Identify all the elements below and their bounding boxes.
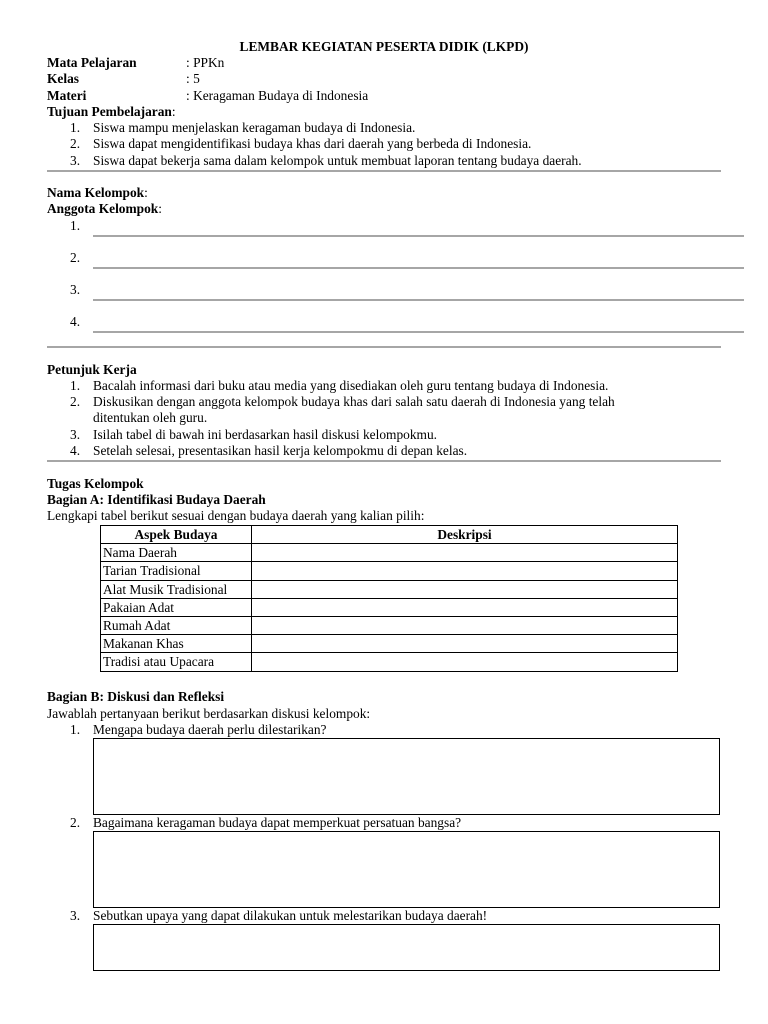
table-header-deskripsi: Deskripsi bbox=[252, 526, 678, 544]
tujuan-heading-text: Tujuan Pembelajaran bbox=[47, 104, 172, 119]
info-value-mata-pelajaran: : PPKn bbox=[186, 55, 225, 70]
table-cell-deskripsi[interactable] bbox=[252, 616, 678, 634]
tujuan-item-num: 2. bbox=[70, 136, 81, 151]
member-line[interactable] bbox=[93, 299, 744, 301]
table-cell-deskripsi[interactable] bbox=[252, 635, 678, 653]
table-cell-deskripsi[interactable] bbox=[252, 653, 678, 671]
member-line[interactable] bbox=[93, 331, 744, 333]
anggota-kelompok-label bbox=[47, 201, 162, 217]
table-cell-deskripsi[interactable] bbox=[252, 598, 678, 616]
table-cell-aspek: Makanan Khas bbox=[101, 635, 252, 653]
member-num: 3. bbox=[70, 282, 81, 297]
table-cell-aspek: Pakaian Adat bbox=[101, 598, 252, 616]
tujuan-item-num: 1. bbox=[70, 120, 81, 135]
nama-kelompok-text: Nama Kelompok bbox=[47, 185, 145, 200]
tujuan-heading-colon: : bbox=[171, 104, 176, 119]
tujuan-heading bbox=[47, 104, 176, 120]
table-cell-aspek: Rumah Adat bbox=[101, 616, 252, 634]
petunjuk-item-num: 2. bbox=[70, 394, 81, 409]
nama-kelompok-colon: : bbox=[144, 185, 148, 200]
bagian-a-heading: Bagian A: Identifikasi Budaya Daerah bbox=[47, 492, 266, 507]
info-value-materi: : Keragaman Budaya di Indonesia bbox=[186, 88, 369, 103]
aspek-budaya-table bbox=[100, 525, 678, 672]
member-num: 2. bbox=[70, 250, 81, 265]
question-text: Sebutkan upaya yang dapat dilakukan untuk melestarikan budaya daerah! bbox=[93, 908, 488, 923]
member-num: 4. bbox=[70, 314, 81, 329]
table-cell-aspek: Tradisi atau Upacara bbox=[101, 653, 252, 671]
member-line[interactable] bbox=[93, 235, 744, 237]
tujuan-item-text: Siswa dapat bekerja sama dalam kelompok untuk membuat laporan tentang budaya daerah. bbox=[93, 153, 582, 168]
table-row bbox=[101, 562, 678, 580]
tujuan-item-num: 3. bbox=[70, 153, 81, 168]
member-line[interactable] bbox=[93, 267, 744, 269]
petunjuk-item-num: 4. bbox=[70, 443, 81, 458]
petunjuk-item-text-cont: ditentukan oleh guru. bbox=[93, 410, 208, 425]
table-header-row bbox=[101, 526, 678, 544]
petunjuk-item-num: 3. bbox=[70, 427, 81, 442]
anggota-kelompok-colon: : bbox=[158, 201, 162, 216]
member-num: 1. bbox=[70, 218, 81, 233]
section-divider bbox=[47, 346, 721, 348]
info-label-materi: Materi bbox=[47, 88, 87, 103]
petunjuk-item-num: 1. bbox=[70, 378, 81, 393]
table-row bbox=[101, 616, 678, 634]
nama-kelompok-label bbox=[47, 185, 148, 201]
section-divider bbox=[47, 460, 721, 462]
question-text: Mengapa budaya daerah perlu dilestarikan? bbox=[93, 722, 327, 737]
table-cell-deskripsi[interactable] bbox=[252, 544, 678, 562]
table-cell-aspek: Alat Musik Tradisional bbox=[101, 580, 252, 598]
question-num: 1. bbox=[70, 722, 81, 737]
bagian-b-heading: Bagian B: Diskusi dan Refleksi bbox=[47, 689, 225, 704]
answer-box[interactable] bbox=[93, 738, 720, 815]
table-row bbox=[101, 635, 678, 653]
bagian-b-instruction: Jawablah pertanyaan berikut berdasarkan diskusi kelompok: bbox=[47, 706, 371, 721]
petunjuk-item-text: Diskusikan dengan anggota kelompok budaya khas dari salah satu daerah di Indonesia yang telah bbox=[93, 394, 615, 409]
anggota-kelompok-text: Anggota Kelompok bbox=[47, 201, 159, 216]
info-label-mata-pelajaran: Mata Pelajaran bbox=[47, 55, 137, 70]
tugas-heading: Tugas Kelompok bbox=[47, 476, 144, 491]
info-value-kelas: : 5 bbox=[186, 71, 200, 86]
info-label-kelas: Kelas bbox=[47, 71, 79, 86]
table-cell-deskripsi[interactable] bbox=[252, 562, 678, 580]
question-text: Bagaimana keragaman budaya dapat memperkuat persatuan bangsa? bbox=[93, 815, 462, 830]
section-divider bbox=[47, 170, 721, 172]
tujuan-item-text: Siswa dapat mengidentifikasi budaya khas dari daerah yang berbeda di Indonesia. bbox=[93, 136, 532, 151]
petunjuk-item-text: Bacalah informasi dari buku atau media yang disediakan oleh guru tentang budaya di Indonesia. bbox=[93, 378, 609, 393]
table-cell-aspek: Nama Daerah bbox=[101, 544, 252, 562]
table-header-aspek: Aspek Budaya bbox=[101, 526, 252, 544]
petunjuk-heading: Petunjuk Kerja bbox=[47, 362, 137, 377]
question-num: 2. bbox=[70, 815, 81, 830]
document-title: LEMBAR KEGIATAN PESERTA DIDIK (LKPD) bbox=[239, 39, 529, 54]
question-num: 3. bbox=[70, 908, 81, 923]
bagian-a-instruction: Lengkapi tabel berikut sesuai dengan budaya daerah yang kalian pilih: bbox=[47, 508, 425, 523]
table-row bbox=[101, 653, 678, 671]
answer-box[interactable] bbox=[93, 924, 720, 971]
table-cell-aspek: Tarian Tradisional bbox=[101, 562, 252, 580]
petunjuk-item-text: Isilah tabel di bawah ini berdasarkan hasil diskusi kelompokmu. bbox=[93, 427, 437, 442]
table-row bbox=[101, 598, 678, 616]
table-cell-deskripsi[interactable] bbox=[252, 580, 678, 598]
table-row bbox=[101, 580, 678, 598]
tujuan-item-text: Siswa mampu menjelaskan keragaman budaya di Indonesia. bbox=[93, 120, 416, 135]
petunjuk-item-text: Setelah selesai, presentasikan hasil kerja kelompokmu di depan kelas. bbox=[93, 443, 468, 458]
answer-box[interactable] bbox=[93, 831, 720, 908]
table-row bbox=[101, 544, 678, 562]
